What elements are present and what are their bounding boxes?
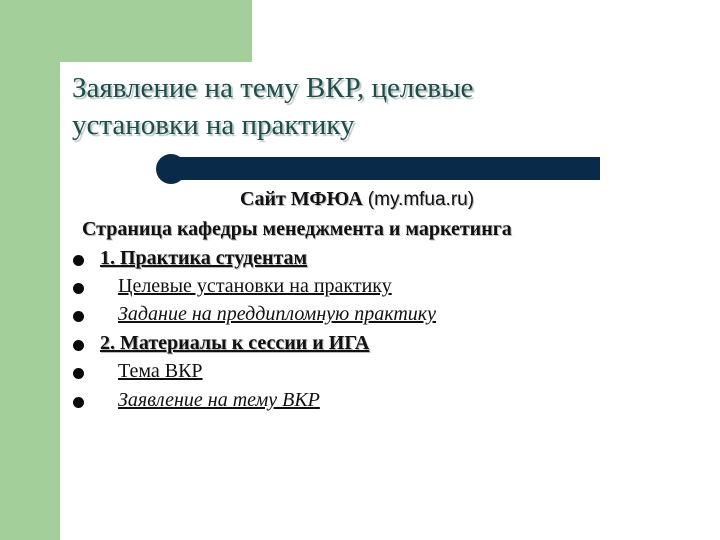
green-top-band — [0, 0, 252, 62]
bullet-icon — [73, 283, 84, 294]
list-item-target-settings[interactable]: Целевые установки на практику — [118, 275, 392, 297]
slide-title-line-2: установки на практику — [72, 109, 355, 141]
list-item-prediploma-task[interactable]: Задание на преддипломную практику — [118, 303, 436, 325]
site-line — [240, 188, 474, 211]
bullet-icon — [73, 368, 84, 379]
list-item-thesis-topic[interactable]: Тема ВКР — [118, 360, 203, 382]
slide-title-line-1: Заявление на тему ВКР, целевые — [72, 72, 474, 104]
department-line: Страница кафедры менеджмента и маркетинга — [82, 218, 512, 240]
site-label: Сайт МФЮА — [240, 188, 363, 210]
bullet-icon — [73, 340, 84, 351]
title-rule-bar — [171, 157, 600, 180]
green-side-band — [0, 0, 60, 540]
bullet-icon — [73, 255, 84, 266]
site-url-link[interactable]: (my.mfua.ru) — [367, 189, 475, 210]
bullet-icon — [73, 397, 84, 408]
bullet-icon — [73, 311, 84, 322]
list-item-session-materials-heading[interactable]: 2. Материалы к сессии и ИГА — [100, 332, 370, 354]
slide-title — [72, 70, 632, 144]
list-item-practice-heading[interactable]: 1. Практика студентам — [100, 247, 308, 269]
list-item-thesis-application[interactable]: Заявление на тему ВКР — [118, 389, 320, 411]
